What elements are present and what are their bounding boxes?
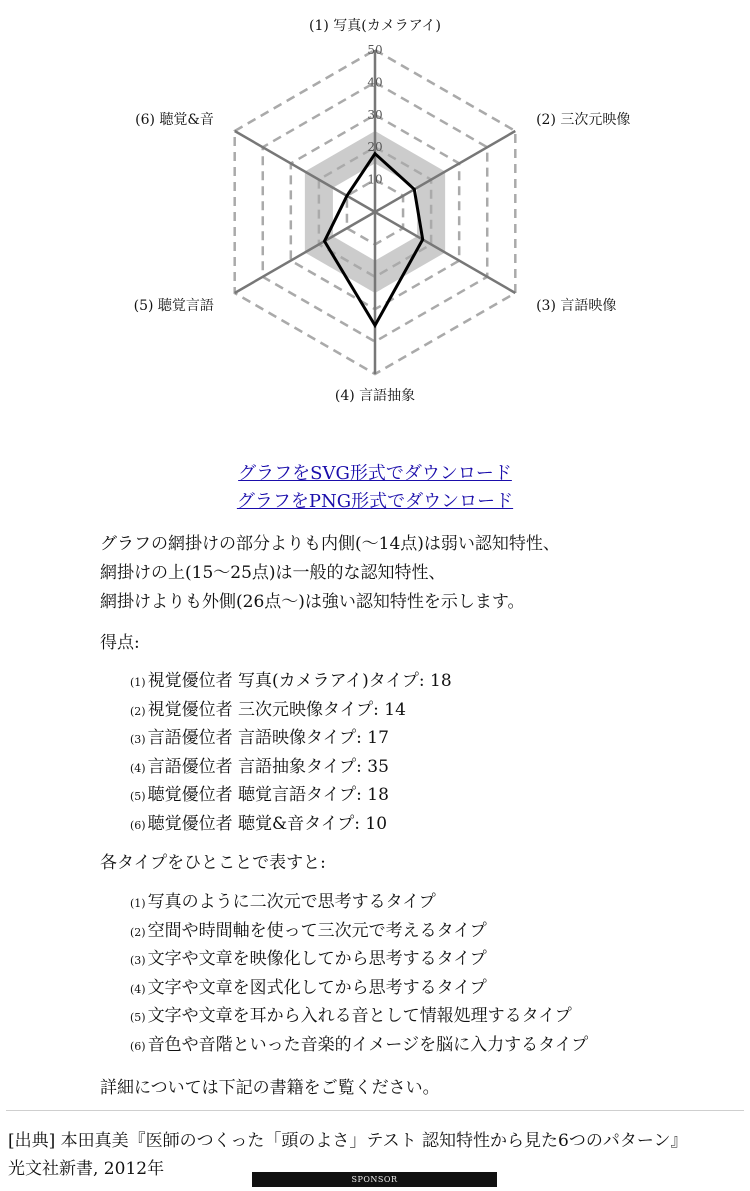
- item-text: 文字や文章を映像化してから思考するタイプ: [147, 949, 487, 969]
- item-text: 文字や文章を図式化してから思考するタイプ: [147, 977, 487, 998]
- types-title: 各タイプをひとことで表すと:: [100, 853, 326, 873]
- item-number: (2): [130, 925, 146, 939]
- chart-description: [100, 530, 560, 617]
- scores-list: [130, 667, 452, 838]
- download-png-link[interactable]: グラフをPNG形式でダウンロード: [236, 491, 514, 512]
- score-item: [130, 667, 452, 696]
- type-item: [130, 1002, 588, 1031]
- item-number: (5): [130, 1011, 146, 1024]
- download-links: [0, 460, 750, 516]
- item-number: (1): [130, 676, 146, 689]
- type-item: [130, 1031, 588, 1060]
- tick-label: 30: [367, 107, 383, 122]
- item-number: (5): [130, 790, 146, 803]
- tick-label: 20: [367, 140, 383, 155]
- score-item: [130, 753, 452, 782]
- item-number: (6): [130, 818, 146, 832]
- score-item: [130, 781, 452, 810]
- item-text: 空間や時間軸を使って三次元で考えるタイプ: [147, 920, 487, 941]
- item-number: (3): [130, 733, 146, 746]
- axis-label: (4) 言語抽象: [334, 388, 416, 404]
- description-line: グラフの網掛けの部分よりも内側(〜14点)は弱い認知特性、: [100, 534, 560, 554]
- item-number: (1): [130, 897, 146, 910]
- axis-label: (5) 聴覚言語: [133, 298, 214, 314]
- description-line: 網掛けの上(15〜25点)は一般的な認知特性、: [100, 563, 446, 583]
- item-text: 言語優位者 言語抽象タイプ: 35: [147, 756, 389, 777]
- source-line: [出典] 本田真美『医師のつくった「頭のよさ」テスト 認知特性から見た6つのパターン』: [8, 1131, 688, 1151]
- item-text: 文字や文章を耳から入れる音として情報処理するタイプ: [147, 1006, 572, 1026]
- type-item: [130, 945, 588, 974]
- axis-label: (2) 三次元映像: [536, 112, 631, 128]
- detail-note: 詳細については下記の書籍をご覧ください。: [100, 1078, 440, 1098]
- divider: [6, 1110, 744, 1111]
- item-text: 視覚優位者 三次元映像タイプ: 14: [147, 699, 406, 720]
- item-text: 聴覚優位者 聴覚&音タイプ: 10: [147, 813, 388, 834]
- item-number: (3): [130, 954, 146, 967]
- item-text: 聴覚優位者 聴覚言語タイプ: 18: [147, 785, 389, 805]
- description-line: 網掛けよりも外側(26点〜)は強い認知特性を示します。: [100, 592, 525, 612]
- axis-label: (1) 写真(カメラアイ): [309, 18, 441, 34]
- type-item: [130, 917, 588, 946]
- download-svg-link[interactable]: グラフをSVG形式でダウンロード: [238, 463, 512, 484]
- type-item: [130, 974, 588, 1003]
- type-item: [130, 888, 588, 917]
- item-number: (6): [130, 1039, 146, 1053]
- item-text: 言語優位者 言語映像タイプ: 17: [147, 728, 389, 748]
- tick-label: 40: [367, 75, 383, 90]
- axis-label: (3) 言語映像: [536, 298, 617, 314]
- types-list: [130, 888, 588, 1059]
- score-item: [130, 810, 452, 839]
- item-text: 音色や音階といった音楽的イメージを脳に入力するタイプ: [147, 1034, 589, 1055]
- sponsor-banner[interactable]: SPONSOR: [252, 1172, 497, 1187]
- axis-label: (6) 聴覚&音: [135, 112, 214, 128]
- item-number: (4): [130, 982, 146, 996]
- score-item: [130, 696, 452, 725]
- tick-label: 50: [367, 43, 383, 57]
- radar-chart: [0, 0, 750, 420]
- score-item: [130, 724, 452, 753]
- source-line: 光文社新書, 2012年: [8, 1159, 165, 1179]
- scores-title: 得点:: [100, 633, 140, 653]
- tick-label: 10: [367, 172, 383, 187]
- item-text: 視覚優位者 写真(カメラアイ)タイプ: 18: [147, 671, 452, 691]
- item-text: 写真のように二次元で思考するタイプ: [147, 892, 436, 912]
- item-number: (4): [130, 761, 146, 775]
- item-number: (2): [130, 704, 146, 718]
